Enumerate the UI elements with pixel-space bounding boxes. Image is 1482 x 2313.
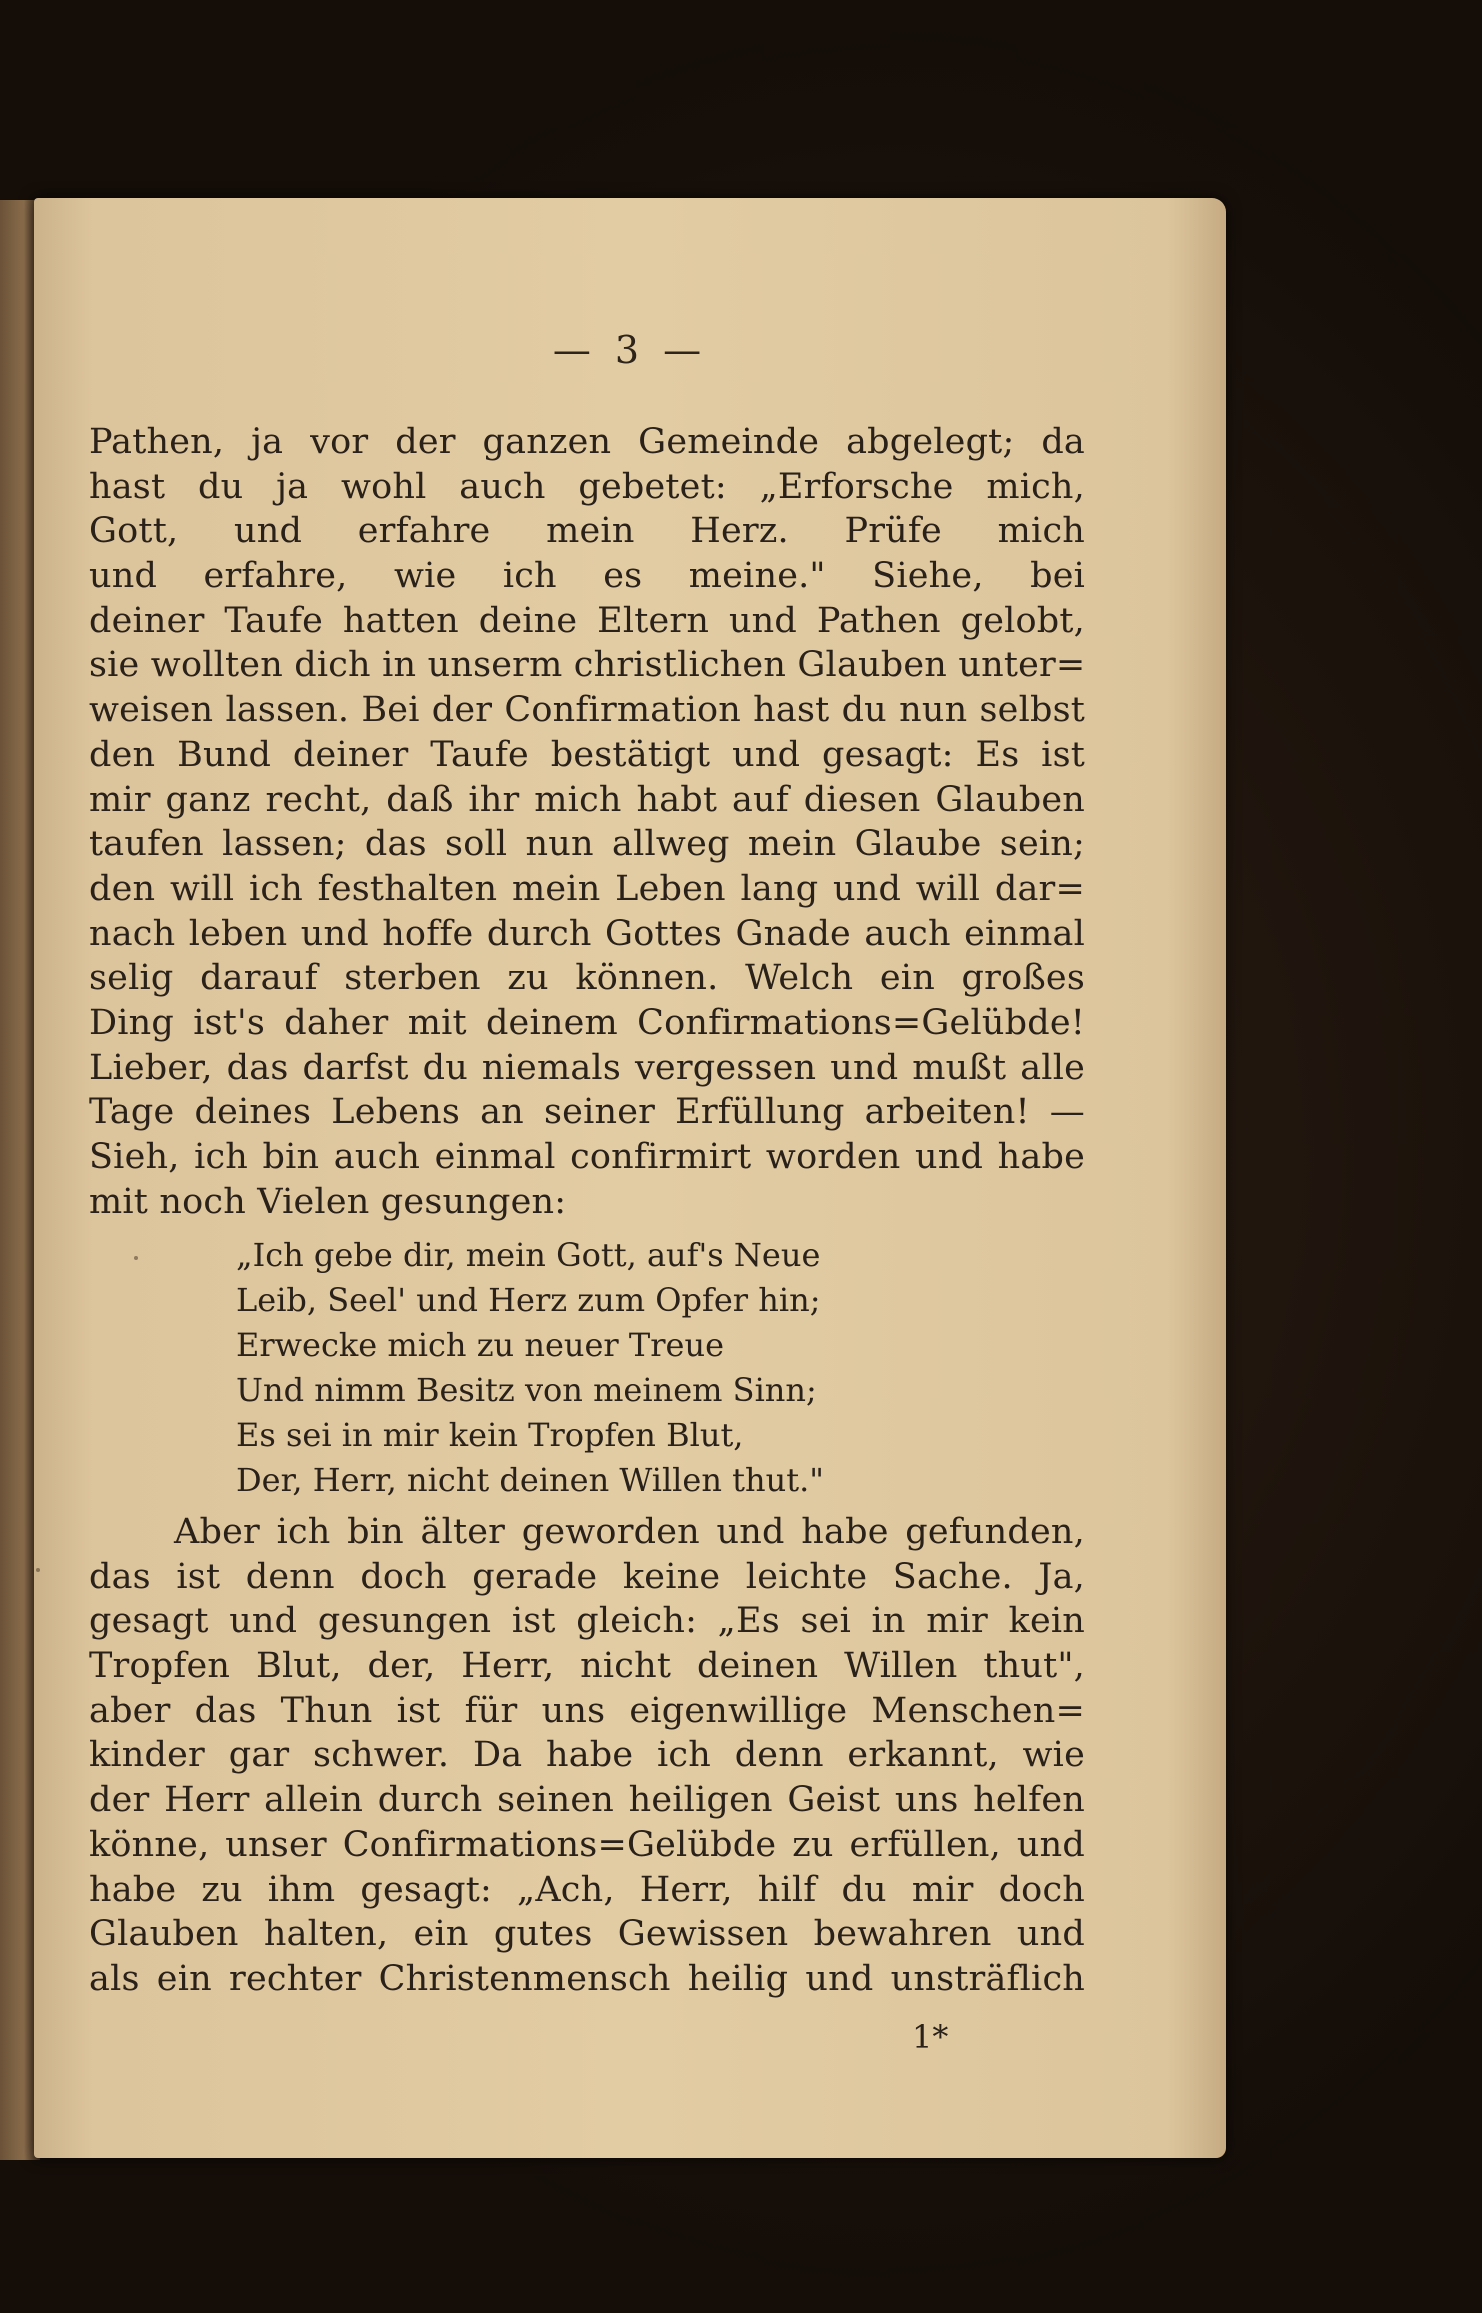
text-line: könne, unser Confirmations=Gelübde zu erfüllen, und (89, 1824, 1085, 1865)
page-number: — 3 — (552, 328, 708, 372)
text-line: und erfahre, wie ich es meine." Siehe, bei (89, 556, 1085, 597)
text-line: kinder gar schwer. Da habe ich denn erkannt, wie (89, 1735, 1085, 1776)
text-line: Lieber, das darfst du niemals vergessen und mußt alle (89, 1047, 1085, 1088)
text-line: Ding ist's daher mit deinem Confirmations=Gelübde! (89, 1002, 1085, 1043)
text-line: Tage deines Lebens an seiner Erfüllung arbeiten! — (89, 1092, 1085, 1133)
text-line: sie wollten dich in unserm christlichen Glauben unter= (89, 645, 1086, 686)
text-line: der Herr allein durch seinen heiligen Geist uns helfen (89, 1780, 1085, 1821)
text-line: Gott, und erfahre mein Herz. Prüfe mich (89, 511, 1085, 552)
text-line: den will ich festhalten mein Leben lang und will dar= (89, 868, 1085, 909)
poem-line: Leib, Seel' und Herz zum Opfer hin; (236, 1281, 821, 1319)
poem-line: Erwecke mich zu neuer Treue (236, 1326, 725, 1364)
text-line: mit noch Vielen gesungen: (89, 1181, 567, 1222)
paper-speck (134, 1256, 138, 1260)
poem-stanza (236, 1233, 956, 1503)
text-line: habe zu ihm gesagt: „Ach, Herr, hilf du mir doch (89, 1869, 1085, 1910)
text-line: Aber ich bin älter geworden und habe gefunden, (174, 1512, 1085, 1552)
text-line: selig darauf sterben zu können. Welch ein großes (89, 958, 1085, 999)
text-line: hast du ja wohl auch gebetet: „Erforsche mich, (89, 466, 1085, 507)
book-page (34, 198, 1226, 2158)
poem-line: Es sei in mir kein Tropfen Blut, (236, 1416, 744, 1454)
poem-line: „Ich gebe dir, mein Gott, auf's Neue (236, 1236, 821, 1274)
poem-line: Und nimm Besitz von meinem Sinn; (236, 1371, 817, 1409)
text-line: Pathen, ja vor der ganzen Gemeinde abgelegt; da (89, 422, 1085, 462)
text-line: als ein rechter Christenmensch heilig und unsträflich (89, 1958, 1085, 1999)
text-line: deiner Taufe hatten deine Eltern und Pathen gelobt, (89, 600, 1085, 641)
paragraph-1 (89, 420, 1085, 1224)
paragraph-2 (89, 1510, 1085, 2002)
text-line: aber das Thun ist für uns eigenwillige Menschen= (89, 1690, 1085, 1731)
text-line: den Bund deiner Taufe bestätigt und gesagt: Es ist (89, 734, 1085, 775)
text-line: Glauben halten, ein gutes Gewissen bewahren und (89, 1914, 1085, 1955)
text-line: Sieh, ich bin auch einmal confirmirt worden und habe (89, 1137, 1085, 1177)
text-line: taufen lassen; das soll nun allweg mein Glaube sein; (89, 824, 1085, 865)
text-line: gesagt und gesungen ist gleich: „Es sei in mir kein (89, 1601, 1085, 1642)
poem-line: Der, Herr, nicht deinen Willen thut." (236, 1461, 824, 1499)
text-line: nach leben und hoffe durch Gottes Gnade auch einmal (89, 913, 1085, 954)
text-line: mir ganz recht, daß ihr mich habt auf diesen Glauben (89, 779, 1085, 820)
text-line: Tropfen Blut, der, Herr, nicht deinen Willen thut", (89, 1646, 1085, 1687)
signature-mark: 1* (912, 2018, 949, 2056)
paper-speck (36, 1568, 40, 1572)
text-line: weisen lassen. Bei der Confirmation hast du nun selbst (89, 690, 1085, 731)
text-line: das ist denn doch gerade keine leichte Sache. Ja, (89, 1556, 1085, 1597)
